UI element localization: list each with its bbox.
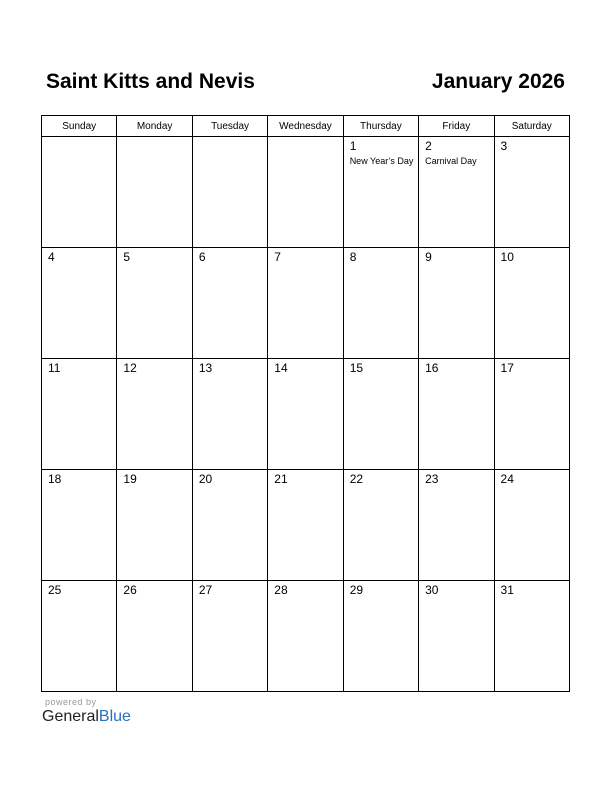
day-cell — [268, 359, 343, 470]
day-number: 17 — [500, 361, 514, 375]
footer-branding — [42, 697, 131, 726]
day-number — [268, 137, 342, 140]
day-cell — [343, 581, 418, 692]
weekday-thursday: Thursday — [343, 116, 418, 137]
day-cell — [419, 137, 494, 248]
day-cell — [268, 248, 343, 359]
day-number: 1 — [349, 139, 357, 153]
day-cell — [192, 581, 267, 692]
day-cell — [42, 248, 117, 359]
day-cell — [42, 359, 117, 470]
day-number: 23 — [425, 472, 439, 486]
day-number — [42, 137, 116, 140]
day-cell — [494, 248, 569, 359]
day-number: 3 — [500, 139, 508, 153]
day-cell — [343, 359, 418, 470]
week-row — [42, 470, 570, 581]
day-number: 22 — [349, 472, 364, 486]
weekday-saturday: Saturday — [494, 116, 569, 137]
weekday-sunday: Sunday — [42, 116, 117, 137]
weekday-friday: Friday — [419, 116, 494, 137]
day-cell — [343, 137, 418, 248]
weekday-wednesday: Wednesday — [268, 116, 343, 137]
week-row — [42, 137, 570, 248]
day-number: 6 — [198, 250, 206, 264]
calendar-grid — [41, 115, 570, 692]
day-number: 2 — [425, 139, 432, 153]
day-number: 16 — [425, 361, 439, 375]
day-cell — [117, 470, 192, 581]
day-number: 30 — [425, 583, 439, 597]
day-cell — [419, 470, 494, 581]
country-title: Saint Kitts and Nevis — [46, 70, 255, 93]
day-cell — [42, 137, 117, 248]
day-cell — [117, 359, 192, 470]
day-number: 27 — [198, 583, 213, 597]
day-cell — [343, 470, 418, 581]
day-number: 15 — [349, 361, 364, 375]
day-cell — [419, 359, 494, 470]
day-cell — [42, 581, 117, 692]
day-number: 29 — [349, 583, 364, 597]
day-cell — [192, 470, 267, 581]
day-cell — [268, 137, 343, 248]
day-number: 12 — [123, 361, 137, 375]
day-cell — [117, 248, 192, 359]
day-number — [193, 137, 267, 140]
day-number: 5 — [123, 250, 131, 264]
day-cell — [192, 359, 267, 470]
day-number — [117, 137, 191, 140]
weekday-monday: Monday — [117, 116, 192, 137]
powered-by-label: powered by — [45, 697, 97, 707]
day-cell — [343, 248, 418, 359]
month-year-title: January 2026 — [431, 70, 565, 93]
day-cell — [268, 581, 343, 692]
day-cell — [419, 248, 494, 359]
week-row — [42, 581, 570, 692]
day-number: 8 — [349, 250, 357, 264]
day-number: 31 — [500, 583, 514, 597]
brand-part-general: General — [42, 708, 99, 725]
week-row — [42, 359, 570, 470]
day-cell — [117, 581, 192, 692]
day-cell — [268, 470, 343, 581]
day-number: 18 — [48, 472, 62, 486]
day-cell — [494, 359, 569, 470]
week-row — [42, 248, 570, 359]
day-number: 13 — [198, 361, 213, 375]
weekday-header-row — [42, 116, 570, 137]
holiday-label: New Year’s Day — [349, 156, 414, 166]
day-cell — [192, 137, 267, 248]
day-cell — [42, 470, 117, 581]
generalblue-logo — [42, 708, 131, 726]
day-cell — [419, 581, 494, 692]
day-number: 11 — [48, 361, 61, 375]
day-number: 7 — [274, 250, 281, 264]
day-number: 4 — [48, 250, 55, 264]
brand-part-blue: Blue — [98, 708, 131, 725]
day-number: 10 — [500, 250, 514, 264]
day-number: 25 — [48, 583, 62, 597]
day-number: 21 — [274, 472, 288, 486]
day-cell — [494, 137, 569, 248]
day-number: 28 — [274, 583, 288, 597]
day-number: 19 — [123, 472, 137, 486]
weekday-tuesday: Tuesday — [192, 116, 267, 137]
day-number: 9 — [425, 250, 432, 264]
day-cell — [494, 470, 569, 581]
day-cell — [192, 248, 267, 359]
day-number: 20 — [198, 472, 213, 486]
day-cell — [117, 137, 192, 248]
day-number: 26 — [123, 583, 137, 597]
holiday-label: Carnival Day — [425, 156, 477, 166]
day-number: 14 — [274, 361, 288, 375]
day-number: 24 — [500, 472, 514, 486]
day-cell — [494, 581, 569, 692]
